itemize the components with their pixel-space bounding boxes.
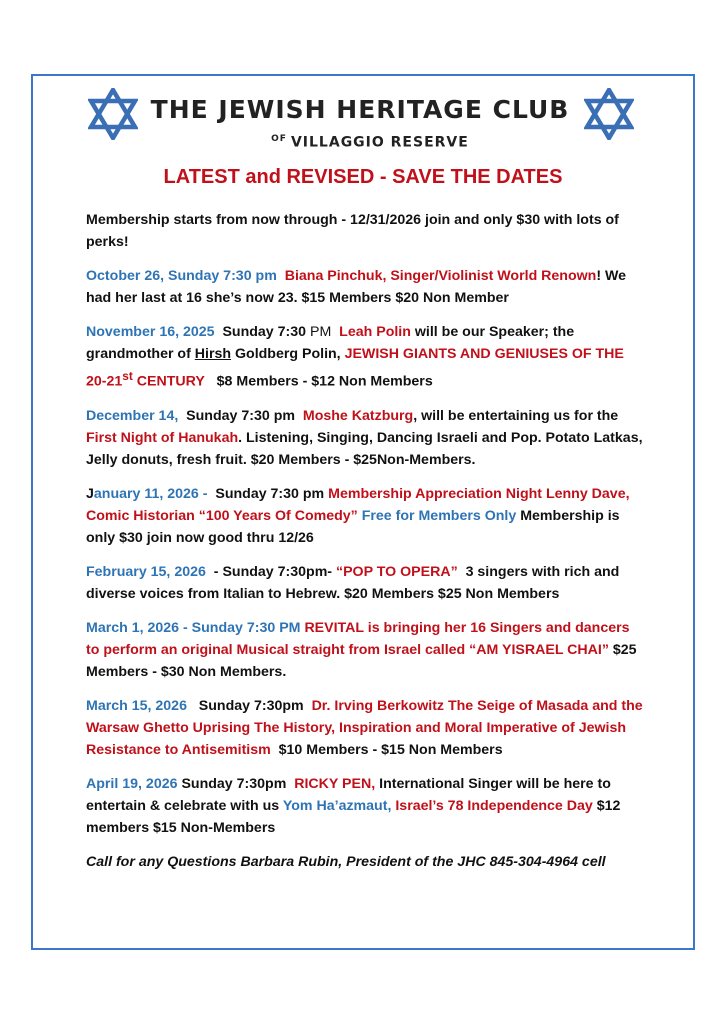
event-title: “POP TO OPERA” <box>336 563 458 580</box>
membership-note: Membership starts from now through - 12/31/2026 join and only $30 with lots of perks! <box>86 212 619 250</box>
event-details: , will be entertaining us for the <box>413 407 619 424</box>
event-date: February 15, 2026 <box>86 563 206 580</box>
event-title: REVITAL is bringing her 16 Singers and dancers to perform an original Musical straight from Israel called “AM YISRAEL CHAI” <box>86 619 630 658</box>
event-date: anuary 11, 2026 - <box>93 485 208 502</box>
event-date: April 19, 2026 <box>86 775 178 792</box>
event-title: Membership Appreciation Night Lenny Dave, Comic Historian “100 Years Of Comedy” <box>86 485 630 524</box>
contact-footer: Call for any Questions Barbara Rubin, President of the JHC 845-304-4964 cell <box>86 853 606 870</box>
subtitle-name: VILLAGGIO RESERVE <box>290 134 469 151</box>
event-time: Sunday 7:30 pm <box>186 407 295 424</box>
event-performer: Biana Pinchuk, Singer/Violinist World Renown <box>284 268 597 284</box>
event-time: Sunday 7:30pm <box>198 697 304 714</box>
event-holiday: Yom Ha’azmaut, <box>282 797 392 814</box>
event-price: $25 Members - $30 Non Members. <box>86 641 637 680</box>
event-topic-2: CENTURY <box>136 373 205 390</box>
event-details-2: Goldberg Polin, <box>235 346 341 362</box>
page-headline: LATEST and REVISED - SAVE THE DATES <box>163 166 563 188</box>
event-topic-sup: st <box>122 369 133 383</box>
event-details: Membership is only $30 join now good thru 12/26 <box>86 507 620 546</box>
event-title: Dr. Irving Berkowitz The Seige of Masada and the Warsaw Ghetto Uprising The History, Inspiration and Moral Imperative of Jewish Resistance to Antisemitism <box>86 697 643 758</box>
event-list <box>86 209 646 885</box>
event-january <box>86 483 646 549</box>
event-time-pm: PM <box>310 324 332 340</box>
star-of-david-icon <box>88 88 138 140</box>
star-of-david-icon <box>584 88 634 140</box>
event-performer: RICKY PEN, <box>294 775 376 792</box>
event-february <box>86 561 646 605</box>
event-performer: Moshe Katzburg <box>302 407 414 424</box>
event-date: December 14, <box>86 407 179 424</box>
event-march-1 <box>86 617 646 683</box>
event-time: Sunday 7:30 <box>222 324 307 340</box>
subtitle-of: OF <box>271 134 287 144</box>
event-time: Sunday 7:30pm <box>181 775 287 792</box>
event-date-initial: J <box>86 485 94 502</box>
event-march-15 <box>86 695 646 761</box>
event-occasion: Israel’s 78 Independence Day <box>395 797 593 814</box>
event-details: 3 singers with rich and diverse voices from Italian to Hebrew. $20 Members $25 Non Members <box>86 563 620 602</box>
event-time: Sunday 7:30 pm <box>215 485 325 502</box>
event-underlined-name: Hirsh <box>194 346 232 362</box>
event-speaker: Leah Polin <box>339 324 411 340</box>
event-free-note: Free for Members Only <box>361 507 517 524</box>
event-october <box>86 265 646 309</box>
event-occasion: First Night of Hanukah <box>86 429 239 446</box>
event-topic: JEWISH GIANTS AND GENIUSES OF THE 20-21 <box>86 346 624 390</box>
club-subtitle <box>230 134 510 151</box>
event-price: $10 Members - $15 Non Members <box>278 741 503 758</box>
event-time: - Sunday 7:30pm- <box>213 563 333 580</box>
event-april <box>86 773 646 839</box>
event-details-2: . Listening, Singing, Dancing Israeli and Pop. Potato Latkas, Jelly donuts, fresh fruit. $20 Members - $25Non-Members. <box>86 429 643 468</box>
event-details: ! We had her last at 16 she’s now 23. $15 Members $20 Non Member <box>86 268 627 306</box>
event-details: International Singer will be here to entertain & celebrate with us <box>86 775 611 814</box>
club-title: THE JEWISH HERITAGE CLUB <box>150 95 570 124</box>
event-november <box>86 321 646 393</box>
event-date: March 15, 2026 <box>86 697 187 714</box>
event-december <box>86 405 646 471</box>
event-price: $12 members $15 Non-Members <box>86 797 621 836</box>
event-price: $8 Members - $12 Non Members <box>216 373 433 390</box>
event-date: March 1, 2026 - Sunday 7:30 PM <box>86 619 301 636</box>
event-date: November 16, 2025 <box>86 324 215 340</box>
event-date: October 26, Sunday 7:30 pm <box>86 268 277 284</box>
event-details: will be our Speaker; the grandmother of <box>86 324 575 362</box>
